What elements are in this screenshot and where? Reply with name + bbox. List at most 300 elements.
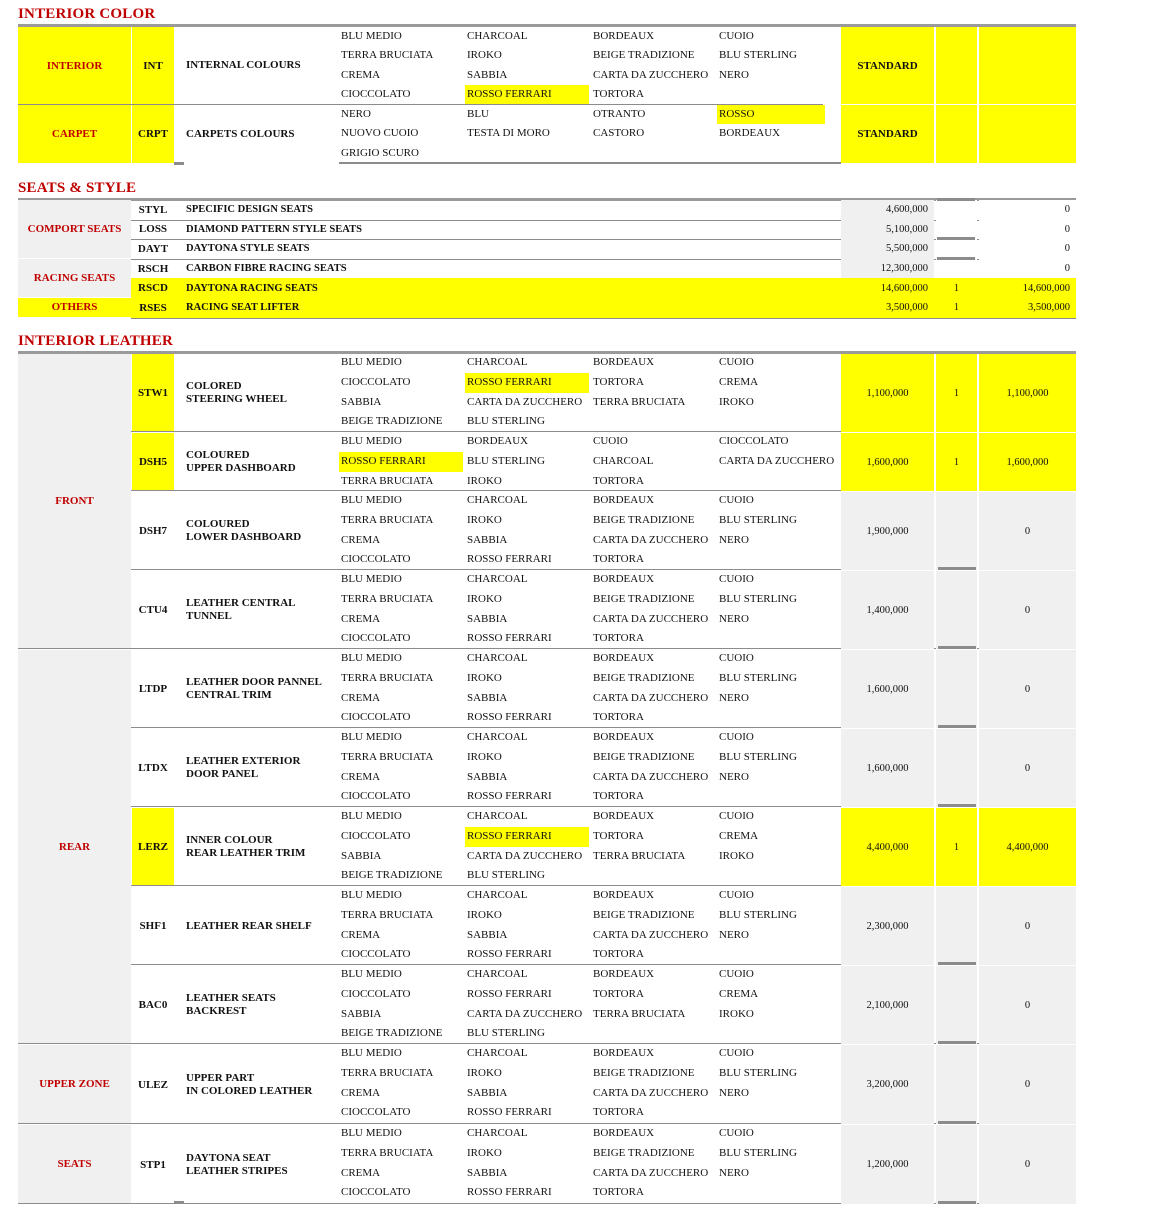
color-option[interactable]: CREMA	[341, 770, 381, 783]
color-option[interactable]: SABBIA	[467, 612, 508, 625]
category-label: COMPORT SEATS	[18, 200, 131, 258]
qty-tick	[938, 1041, 976, 1044]
table-row	[131, 259, 1076, 280]
color-option[interactable]: BORDEAUX	[593, 494, 655, 506]
quantity-cell[interactable]	[936, 27, 977, 104]
color-options	[339, 887, 841, 965]
color-option[interactable]: CREMA	[341, 533, 381, 546]
color-option[interactable]: BLU STERLING	[719, 908, 797, 921]
description-line: LEATHER CENTRAL	[186, 597, 296, 609]
color-option[interactable]: CARTA DA ZUCCHERO	[593, 612, 709, 625]
color-option[interactable]: CARTA DA ZUCCHERO	[593, 928, 709, 941]
option-description: CARPETS COLOURS	[175, 105, 339, 163]
color-option[interactable]: CHARCOAL	[467, 889, 528, 901]
total-cell: 0	[979, 220, 1076, 240]
color-option[interactable]: BLU MEDIO	[341, 356, 402, 368]
description-line: CENTRAL TRIM	[186, 689, 272, 701]
color-option[interactable]: BEIGE TRADIZIONE	[341, 869, 443, 882]
standard-badge: STANDARD	[841, 105, 934, 163]
color-option[interactable]: TESTA DI MORO	[467, 127, 550, 139]
color-option[interactable]: BLU	[467, 107, 489, 120]
color-option[interactable]: TORTORA	[593, 987, 644, 1000]
quantity-cell[interactable]: 1	[936, 354, 977, 432]
color-option[interactable]: CREMA	[341, 928, 381, 941]
color-option[interactable]: TORTORA	[593, 948, 644, 961]
color-area	[339, 571, 841, 649]
color-option[interactable]: CIOCCOLATO	[341, 790, 411, 803]
option-description	[175, 887, 339, 965]
color-option[interactable]: BLU STERLING	[719, 592, 797, 605]
option-code: DAYT	[137, 242, 169, 255]
color-option[interactable]: BLU STERLING	[719, 1146, 797, 1159]
color-options	[339, 571, 841, 649]
color-option[interactable]: NERO	[341, 107, 371, 120]
color-option[interactable]: NUOVO CUOIO	[341, 127, 419, 139]
option-code: BAC0	[132, 966, 174, 1044]
category-label: RACING SEATS	[18, 259, 131, 297]
quantity-cell[interactable]	[936, 105, 977, 163]
color-option[interactable]: BLU MEDIO	[341, 1127, 402, 1139]
option-description	[175, 1125, 339, 1204]
total-cell: 1,600,000	[979, 433, 1076, 491]
price-cell: 4,400,000	[841, 808, 934, 886]
category-label: CARPET	[18, 105, 131, 163]
option-code: STP1	[132, 1125, 174, 1204]
category-label: UPPER ZONE	[18, 1045, 131, 1123]
color-option[interactable]: BLU STERLING	[719, 513, 797, 526]
color-option[interactable]: SABBIA	[341, 1007, 382, 1020]
color-option[interactable]: CIOCCOLATO	[341, 711, 411, 724]
quantity-cell[interactable]	[936, 966, 977, 1044]
price-cell: 2,300,000	[841, 887, 934, 965]
color-option[interactable]: CHARCOAL	[467, 1047, 528, 1059]
total-cell	[979, 27, 1076, 104]
color-option[interactable]: CHARCOAL	[467, 968, 528, 980]
color-option[interactable]: ROSSO FERRARI	[467, 711, 552, 724]
color-option[interactable]: BEIGE TRADIZIONE	[341, 415, 443, 428]
color-option[interactable]: BEIGE TRADIZIONE	[593, 908, 695, 921]
color-option[interactable]: BEIGE TRADIZIONE	[593, 1066, 695, 1079]
color-option[interactable]: BEIGE TRADIZIONE	[593, 1146, 695, 1159]
total-cell: 0	[979, 200, 1076, 220]
color-option[interactable]: BORDEAUX	[593, 889, 655, 901]
color-area	[339, 1125, 841, 1204]
color-option[interactable]: TORTORA	[593, 88, 644, 100]
color-option[interactable]: ROSSO	[717, 105, 825, 125]
description-line: IN COLORED LEATHER	[186, 1084, 313, 1097]
color-options	[339, 1045, 841, 1124]
quantity-cell[interactable]: 1	[936, 433, 977, 491]
color-option[interactable]: IROKO	[467, 750, 502, 763]
table-row	[18, 105, 1076, 163]
color-option[interactable]: CARTA DA ZUCCHERO	[593, 68, 709, 81]
quantity-cell[interactable]: 1	[936, 808, 977, 886]
quantity-cell[interactable]	[936, 729, 977, 807]
color-option[interactable]: IROKO	[467, 1066, 502, 1079]
color-area	[339, 105, 841, 163]
option-code: INT	[132, 27, 174, 104]
color-options	[339, 105, 841, 163]
option-description: DAYTONA RACING SEATS	[186, 282, 318, 294]
color-option[interactable]: CUOIO	[593, 435, 628, 447]
color-option[interactable]: BLU MEDIO	[341, 652, 402, 664]
quantity-cell[interactable]	[936, 492, 977, 570]
color-option[interactable]: CARTA DA ZUCCHERO	[467, 849, 583, 862]
color-area	[339, 27, 841, 104]
quantity-cell[interactable]	[936, 259, 977, 279]
color-option[interactable]: CIOCCOLATO	[341, 1186, 411, 1199]
option-code: RSCH	[137, 262, 169, 275]
color-option[interactable]: CUOIO	[719, 889, 754, 901]
color-option[interactable]: BLU MEDIO	[341, 1047, 402, 1059]
color-option[interactable]: CHARCOAL	[467, 1127, 528, 1139]
color-option[interactable]: CUOIO	[719, 1047, 754, 1059]
description-line: DAYTONA SEAT	[186, 1151, 271, 1164]
color-option[interactable]: IROKO	[467, 592, 502, 605]
color-option[interactable]: BEIGE TRADIZIONE	[593, 750, 695, 763]
category-label: OTHERS	[18, 298, 131, 317]
color-option[interactable]: CARTA DA ZUCCHERO	[593, 1086, 709, 1099]
color-option[interactable]: BLU MEDIO	[341, 573, 402, 585]
row-tick	[174, 162, 184, 165]
option-description	[175, 808, 339, 886]
total-cell: 3,500,000	[979, 298, 1076, 318]
color-option[interactable]: TORTORA	[593, 553, 644, 566]
description-line: LEATHER SEATS BACKREST	[186, 992, 276, 1017]
color-option[interactable]: BLU MEDIO	[341, 810, 402, 822]
color-option[interactable]: NERO	[719, 1086, 749, 1099]
color-option[interactable]: BLU STERLING	[719, 750, 797, 763]
color-option[interactable]: SABBIA	[467, 1086, 508, 1099]
color-option[interactable]: NERO	[719, 612, 749, 625]
color-options	[339, 729, 841, 807]
color-option[interactable]: CHARCOAL	[467, 652, 528, 664]
color-option[interactable]: CHARCOAL	[467, 731, 528, 743]
color-option[interactable]: NERO	[719, 68, 749, 81]
color-option[interactable]: TORTORA	[593, 474, 644, 487]
option-description	[175, 966, 339, 1044]
color-option[interactable]: TORTORA	[593, 1106, 644, 1119]
color-option[interactable]: CREMA	[341, 691, 381, 704]
color-option[interactable]: CIOCCOLATO	[341, 829, 411, 842]
total-cell: 14,600,000	[979, 278, 1076, 298]
color-option[interactable]: NERO	[719, 691, 749, 704]
total-cell: 0	[979, 259, 1076, 279]
color-option[interactable]: TERRA BRUCIATA	[341, 750, 434, 763]
total-cell: 0	[979, 1125, 1076, 1204]
color-option[interactable]: TORTORA	[593, 790, 644, 803]
color-option[interactable]: TORTORA	[593, 829, 644, 842]
color-options	[339, 808, 841, 886]
color-option[interactable]: CUOIO	[719, 652, 754, 664]
option-description: DAYTONA STYLE SEATS	[186, 243, 310, 255]
color-option[interactable]: CUOIO	[719, 731, 754, 743]
color-option[interactable]: BLU STERLING	[467, 869, 545, 882]
quantity-cell[interactable]	[936, 650, 977, 728]
color-option[interactable]: CARTA DA ZUCCHERO	[467, 1007, 583, 1020]
color-area	[339, 808, 841, 886]
option-code: LTDP	[132, 650, 174, 728]
qty-tick	[937, 237, 975, 240]
total-cell: 0	[979, 650, 1076, 728]
color-option[interactable]: CIOCCOLATO	[341, 987, 411, 1000]
color-option[interactable]: BLU MEDIO	[341, 29, 402, 42]
color-area	[339, 433, 841, 491]
table-row	[131, 966, 1076, 1044]
color-option[interactable]: BLU STERLING	[719, 1066, 797, 1079]
color-option[interactable]: BORDEAUX	[593, 652, 655, 664]
color-option[interactable]: TERRA BRUCIATA	[593, 395, 686, 408]
color-option[interactable]: IROKO	[467, 671, 502, 684]
color-option[interactable]: IROKO	[467, 1146, 502, 1159]
color-option[interactable]: SABBIA	[341, 395, 382, 408]
color-option[interactable]: CHARCOAL	[467, 494, 528, 506]
option-code: DSH5	[132, 433, 174, 491]
color-option[interactable]: CARTA DA ZUCCHERO	[467, 395, 583, 408]
price-cell: 1,100,000	[841, 354, 934, 432]
color-option[interactable]: CIOCCOLATO	[341, 948, 411, 961]
option-code: DSH7	[132, 492, 174, 570]
description-line: TUNNEL	[186, 610, 232, 622]
color-option[interactable]: BLU MEDIO	[341, 731, 402, 743]
quantity-cell[interactable]: 1	[936, 278, 977, 298]
option-description	[175, 571, 339, 649]
color-option[interactable]: ROSSO FERRARI	[467, 553, 552, 566]
color-option[interactable]: BEIGE TRADIZIONE	[341, 1027, 443, 1040]
color-option[interactable]: BORDEAUX	[719, 127, 781, 139]
color-option[interactable]: CUOIO	[719, 29, 754, 42]
color-option[interactable]: ROSSO FERRARI	[339, 452, 463, 472]
color-option[interactable]: SABBIA	[467, 533, 508, 546]
color-option[interactable]: CIOCCOLATO	[341, 632, 411, 645]
color-option[interactable]: CHARCOAL	[467, 810, 528, 822]
table-row	[131, 729, 1076, 807]
color-option[interactable]: CARTA DA ZUCCHERO	[719, 454, 835, 467]
description-line: REAR LEATHER TRIM	[186, 847, 306, 859]
color-option[interactable]: ROSSO FERRARI	[465, 827, 589, 847]
color-option[interactable]: CUOIO	[719, 810, 754, 822]
quantity-cell[interactable]: 1	[936, 298, 977, 318]
color-option[interactable]: TERRA BRUCIATA	[341, 474, 434, 487]
color-option[interactable]: BLU MEDIO	[341, 494, 402, 506]
color-option[interactable]: TORTORA	[593, 1186, 644, 1199]
color-option[interactable]: BLU STERLING	[467, 454, 545, 467]
color-option[interactable]: NERO	[719, 928, 749, 941]
quantity-cell[interactable]	[936, 239, 977, 259]
color-option[interactable]: CHARCOAL	[467, 29, 528, 42]
color-option[interactable]: IROKO	[467, 513, 502, 526]
color-option[interactable]: BORDEAUX	[593, 1047, 655, 1059]
color-option[interactable]: CARTA DA ZUCCHERO	[593, 691, 709, 704]
color-option[interactable]: OTRANTO	[593, 107, 646, 120]
color-option[interactable]: BLU STERLING	[719, 671, 797, 684]
description-line: UPPER DASHBOARD	[186, 462, 296, 474]
color-option[interactable]: CARTA DA ZUCCHERO	[593, 1166, 709, 1179]
color-option[interactable]: IROKO	[719, 849, 754, 862]
color-option[interactable]: TORTORA	[593, 375, 644, 388]
color-option[interactable]: TERRA BRUCIATA	[341, 671, 434, 684]
quantity-cell[interactable]	[936, 887, 977, 965]
color-option[interactable]: TERRA BRUCIATA	[341, 908, 434, 921]
qty-tick	[938, 804, 976, 807]
color-option[interactable]: CREMA	[719, 987, 759, 1000]
color-option[interactable]: NERO	[719, 1166, 749, 1179]
color-option[interactable]: CREMA	[341, 68, 381, 81]
color-option[interactable]: TERRA BRUCIATA	[593, 1007, 686, 1020]
qty-tick	[938, 725, 976, 728]
color-option[interactable]: BLU MEDIO	[341, 889, 402, 901]
color-option[interactable]: CREMA	[341, 1166, 381, 1179]
color-option[interactable]: IROKO	[719, 1007, 754, 1020]
option-description: SPECIFIC DESIGN SEATS	[186, 204, 314, 216]
color-option[interactable]: BLU STERLING	[467, 415, 545, 428]
color-option[interactable]: CIOCCOLATO	[341, 375, 411, 388]
color-option[interactable]: BORDEAUX	[593, 573, 655, 585]
option-description	[175, 492, 339, 570]
color-option[interactable]: TORTORA	[593, 632, 644, 645]
color-option[interactable]: BLU MEDIO	[341, 435, 402, 447]
color-option[interactable]: CASTORO	[593, 127, 645, 139]
price-cell: 5,500,000	[841, 239, 934, 259]
color-option[interactable]: BLU STERLING	[719, 49, 797, 61]
option-code: LOSS	[138, 223, 168, 236]
color-option[interactable]: TORTORA	[593, 711, 644, 724]
table-row	[131, 808, 1076, 886]
color-option[interactable]: ROSSO FERRARI	[467, 1186, 552, 1199]
color-option[interactable]: CUOIO	[719, 968, 754, 980]
total-cell: 0	[979, 966, 1076, 1044]
qty-tick	[938, 1201, 976, 1204]
row-divider	[339, 162, 841, 164]
quantity-cell[interactable]	[936, 1125, 977, 1204]
color-option[interactable]: BLU STERLING	[467, 1027, 545, 1040]
option-code: STYL	[138, 203, 168, 216]
table-row	[131, 200, 1076, 221]
color-option[interactable]: BEIGE TRADIZIONE	[593, 671, 695, 684]
color-option[interactable]: IROKO	[719, 395, 754, 408]
color-option[interactable]: BORDEAUX	[593, 968, 655, 980]
price-cell: 5,100,000	[841, 220, 934, 240]
color-options	[339, 966, 841, 1044]
color-option[interactable]: ROSSO FERRARI	[467, 1106, 552, 1119]
color-option[interactable]: SABBIA	[467, 691, 508, 704]
color-area	[339, 492, 841, 570]
description-line: COLOURED	[186, 518, 250, 530]
color-option[interactable]: CUOIO	[719, 573, 754, 585]
row-divider	[131, 1203, 841, 1204]
color-option[interactable]: ROSSO FERRARI	[467, 632, 552, 645]
color-option[interactable]: NERO	[719, 770, 749, 783]
color-option[interactable]: CIOCCOLATO	[341, 553, 411, 566]
color-option[interactable]: ROSSO FERRARI	[465, 373, 589, 393]
color-option[interactable]: BEIGE TRADIZIONE	[593, 513, 695, 526]
color-option[interactable]: NERO	[719, 533, 749, 546]
color-option[interactable]: SABBIA	[467, 68, 508, 81]
qty-tick	[937, 198, 975, 201]
color-option[interactable]: CREMA	[341, 612, 381, 625]
color-option[interactable]: BLU MEDIO	[341, 968, 402, 980]
color-option[interactable]: ROSSO FERRARI	[465, 85, 589, 105]
description-line: LEATHER EXTERIOR	[186, 755, 301, 767]
color-option[interactable]: TERRA BRUCIATA	[341, 513, 434, 526]
color-option[interactable]: CUOIO	[719, 356, 754, 368]
color-option[interactable]: TERRA BRUCIATA	[593, 849, 686, 862]
color-option[interactable]: GRIGIO SCURO	[341, 146, 419, 159]
table-row	[131, 571, 1076, 649]
option-description	[175, 354, 339, 432]
color-option[interactable]: IROKO	[467, 908, 502, 921]
color-options	[339, 27, 841, 104]
color-option[interactable]: CIOCCOLATO	[719, 435, 789, 447]
color-options	[339, 650, 841, 728]
color-option[interactable]: IROKO	[467, 49, 502, 61]
total-cell: 0	[979, 887, 1076, 965]
color-option[interactable]: SABBIA	[467, 770, 508, 783]
color-option[interactable]: CUOIO	[719, 1127, 754, 1139]
color-option[interactable]: CARTA DA ZUCCHERO	[593, 770, 709, 783]
description-line: LEATHER DOOR PANNEL	[186, 676, 322, 688]
option-description: INTERNAL COLOURS	[175, 27, 339, 104]
color-option[interactable]: BORDEAUX	[593, 356, 655, 368]
color-option[interactable]: CIOCCOLATO	[341, 88, 411, 100]
color-option[interactable]: BORDEAUX	[467, 435, 529, 447]
color-option[interactable]: BEIGE TRADIZIONE	[593, 592, 695, 605]
table-row	[131, 1125, 1076, 1204]
option-code: STW1	[132, 354, 174, 432]
description-line: STEERING WHEEL	[186, 393, 287, 405]
category-label: INTERIOR	[18, 27, 131, 104]
color-option[interactable]: BORDEAUX	[593, 29, 655, 42]
color-option[interactable]: ROSSO FERRARI	[467, 987, 552, 1000]
color-option[interactable]: TERRA BRUCIATA	[341, 49, 434, 61]
color-option[interactable]: CHARCOAL	[467, 356, 528, 368]
quantity-cell[interactable]	[936, 571, 977, 649]
section-title-interior-leather: INTERIOR LEATHER	[18, 333, 174, 349]
color-option[interactable]: BEIGE TRADIZIONE	[593, 49, 695, 61]
color-option[interactable]: BORDEAUX	[593, 1127, 655, 1139]
color-option[interactable]: SABBIA	[467, 928, 508, 941]
color-option[interactable]: BORDEAUX	[593, 810, 655, 822]
color-option[interactable]: IROKO	[467, 474, 502, 487]
price-cell: 1,400,000	[841, 571, 934, 649]
color-option[interactable]: CREMA	[719, 829, 759, 842]
option-description	[175, 1045, 339, 1124]
color-option[interactable]: BORDEAUX	[593, 731, 655, 743]
price-cell: 14,600,000	[841, 278, 934, 298]
color-option[interactable]: CHARCOAL	[467, 573, 528, 585]
color-option[interactable]: CREMA	[341, 1086, 381, 1099]
quantity-cell[interactable]	[936, 1045, 977, 1124]
row-tick	[174, 1201, 184, 1204]
color-option[interactable]: SABBIA	[341, 849, 382, 862]
quantity-cell[interactable]	[936, 200, 977, 220]
color-option[interactable]: CIOCCOLATO	[341, 1106, 411, 1119]
price-cell: 3,200,000	[841, 1045, 934, 1124]
color-option[interactable]: TERRA BRUCIATA	[341, 1146, 434, 1159]
color-option[interactable]: SABBIA	[467, 1166, 508, 1179]
color-option[interactable]: CARTA DA ZUCCHERO	[593, 533, 709, 546]
table-row	[131, 220, 1076, 241]
color-option[interactable]: CREMA	[719, 375, 759, 388]
row-divider	[18, 104, 823, 105]
color-option[interactable]: CHARCOAL	[593, 454, 654, 467]
color-area	[339, 650, 841, 728]
color-option[interactable]: TERRA BRUCIATA	[341, 592, 434, 605]
color-option[interactable]: TERRA BRUCIATA	[341, 1066, 434, 1079]
color-option[interactable]: ROSSO FERRARI	[467, 948, 552, 961]
color-option[interactable]: CUOIO	[719, 494, 754, 506]
color-option[interactable]: ROSSO FERRARI	[467, 790, 552, 803]
